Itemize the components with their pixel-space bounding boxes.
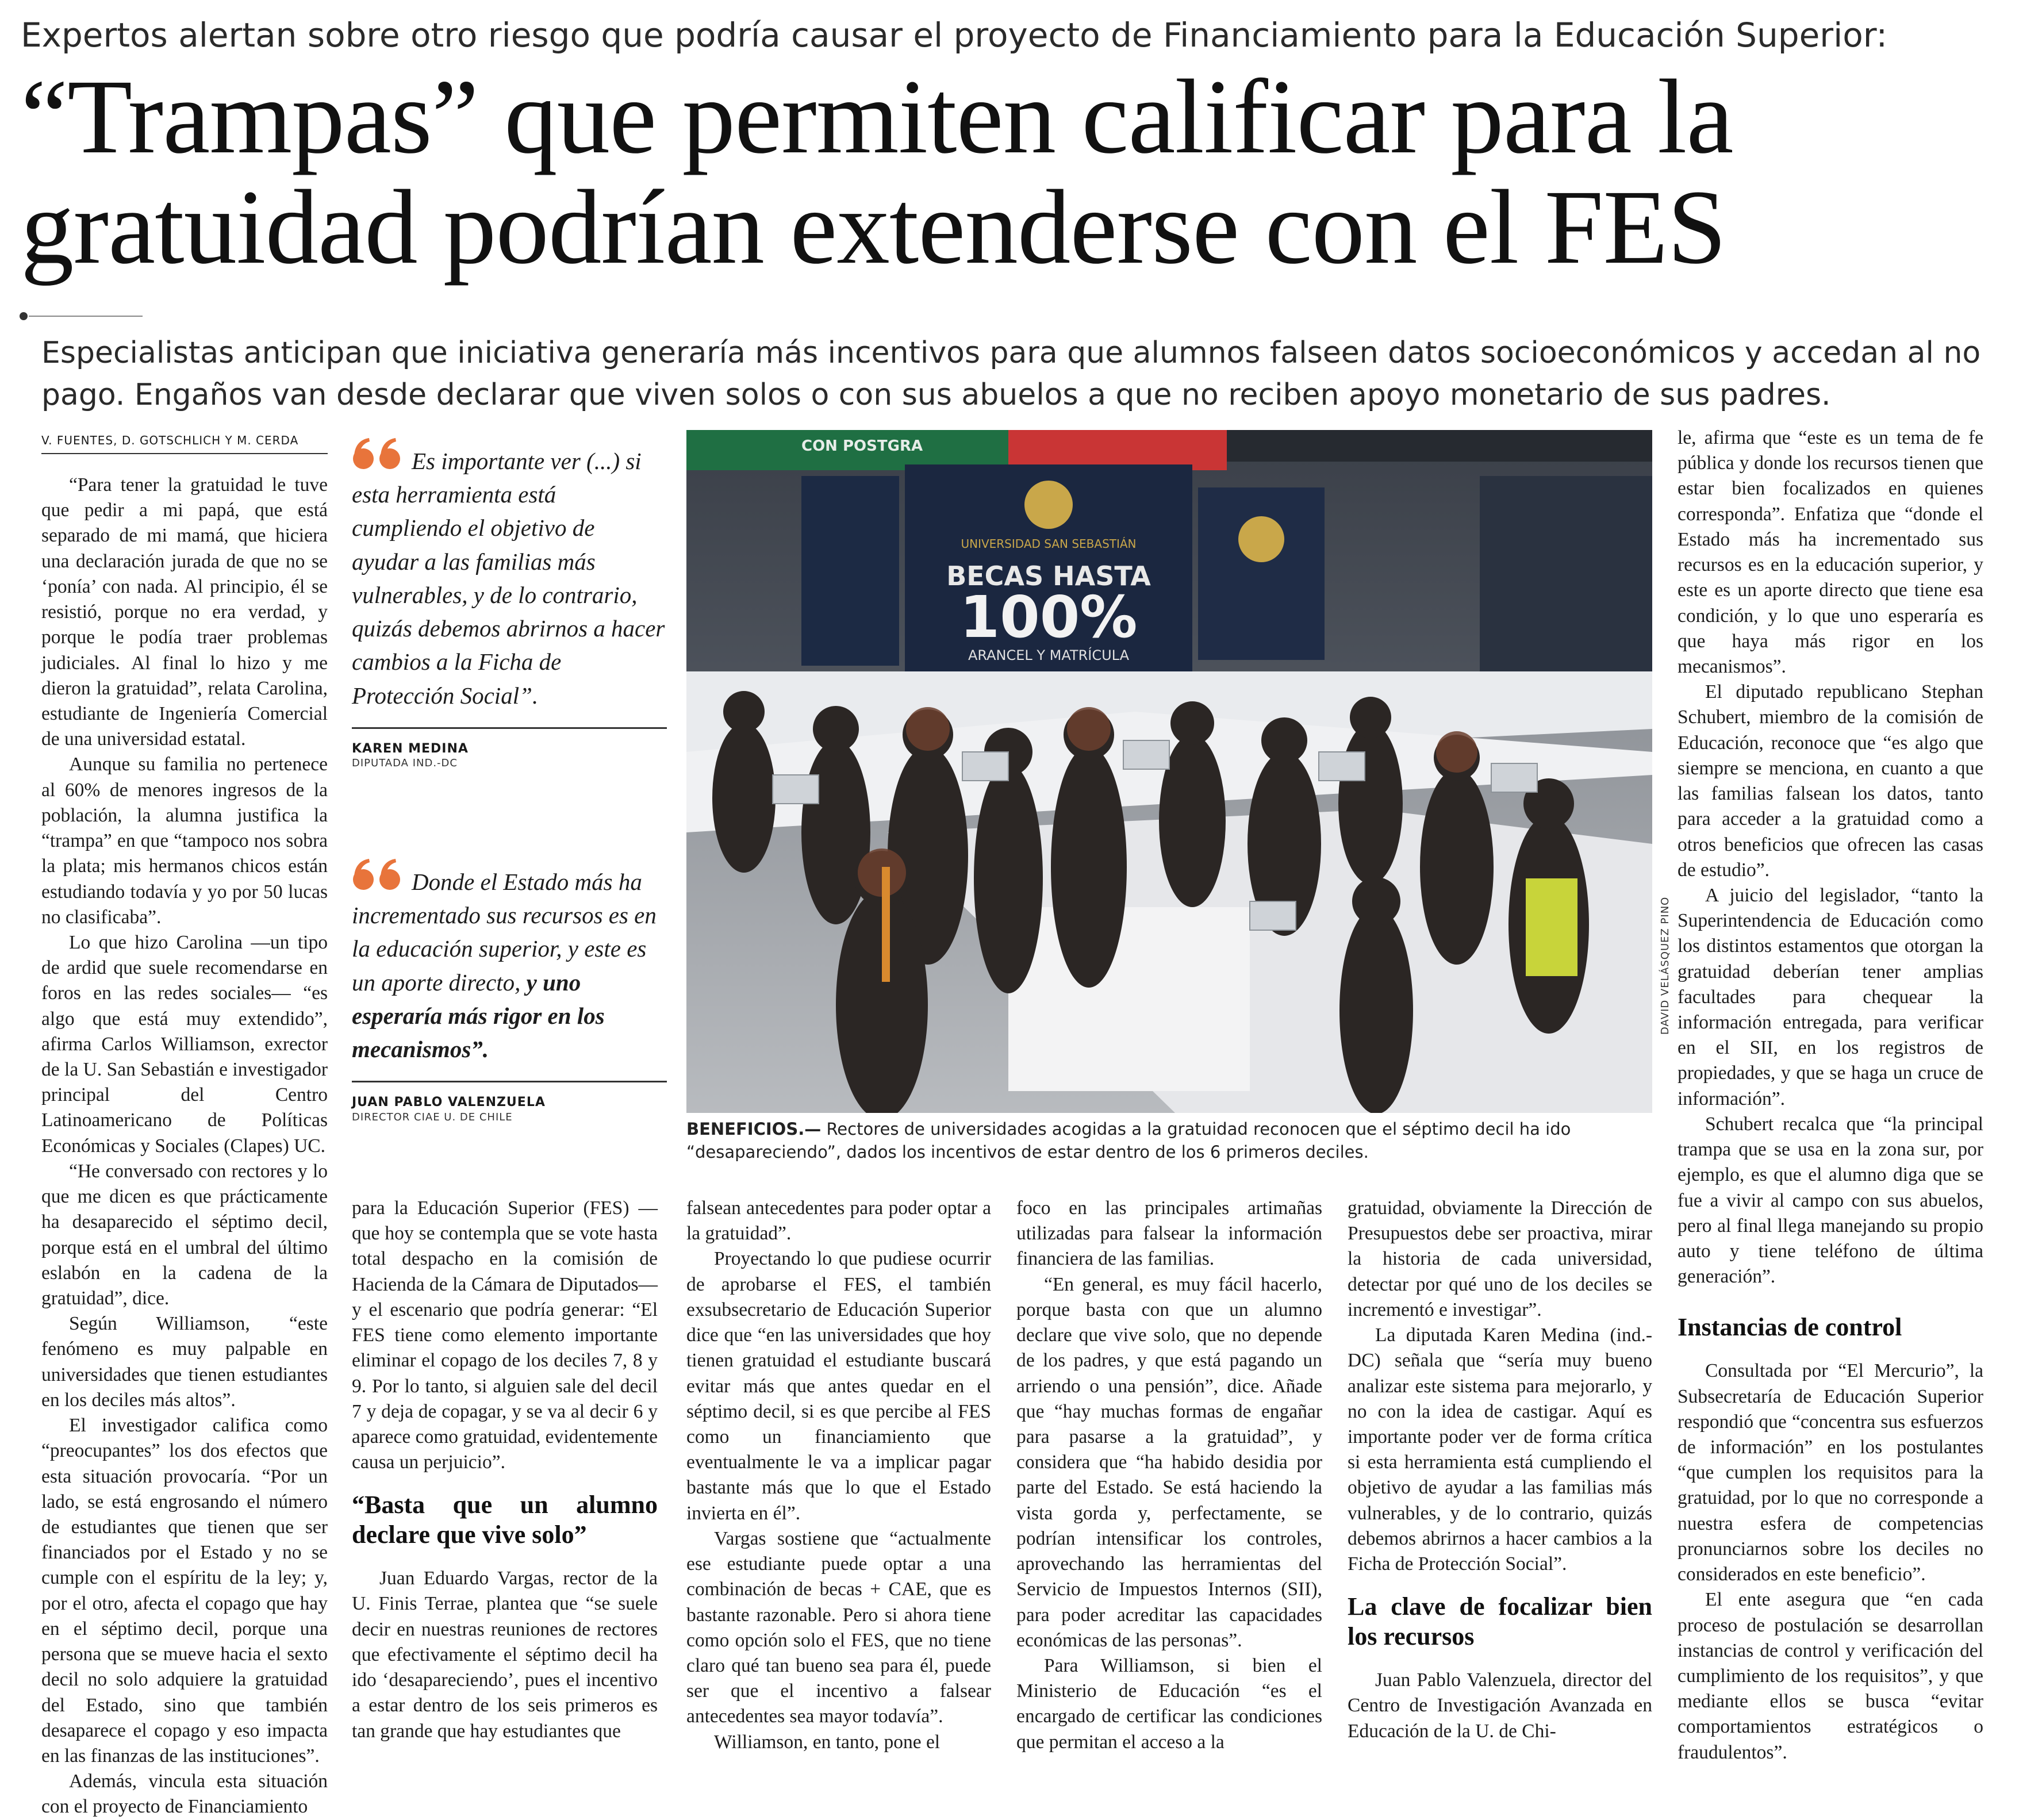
quote-role: DIPUTADA IND.-DC (352, 757, 458, 770)
paragraph: El diputado republicano Stephan Schubert, miembro de la comisión de Educación, reconoce que “es algo que siempre se menciona, en cuanto a que las familias falsean los datos, tanto para acceder a la gratuidad como a otros beneficios que ofrecen las casas de estudio”. (1678, 681, 1983, 881)
news-photo (686, 430, 1652, 1113)
paragraph: Vargas sostiene que “actualmente ese estudiante puede optar a una combinación de becas + CAE, que es bastante razonable. Pero si ahora tiene como opción solo el FES, que no tiene claro qué tan bueno sea para él, puede ser que el incentivo a falsear antecedentes sea mayor todavía”. (686, 1527, 991, 1727)
svg-text:BECAS HASTA: BECAS HASTA (946, 560, 1151, 592)
photo-illustration (686, 430, 1652, 1113)
quote-text: Es importante ver (...) si esta herramienta está cumpliendo el objetivo de ayudar a las familias más vulnerables, y de lo contrario, quizás debemos abrirnos a hacer cambios a la Ficha de Protección Social”. (352, 437, 667, 712)
paragraph: Williamson, en tanto, pone el (714, 1731, 941, 1753)
paragraph: Además, vincula esta situación con el proyecto de Financiamiento (41, 1771, 328, 1818)
paragraph: Según Williamson, “este fenómeno es muy palpable en universidades que tienen estudiantes en los deciles más altos”. (41, 1313, 328, 1411)
rule-dot (20, 312, 28, 320)
headline: “Trampas” que permiten calificar para la gratuidad podrían extenderse con el FES (21, 58, 1733, 287)
paragraph: A juicio del legislador, “tanto la Superintendencia de Educación como los distintos estamentos que otorgan la gratuidad deberían tener amplias facultades para chequear la información entregada, para verificar en el SII, en los registros de propiedades, y que se haga un cruce de información”. (1678, 884, 1983, 1109)
paragraph: falsean antecedentes para poder optar a la gratuidad”. (686, 1197, 991, 1245)
pull-quote-2 (352, 858, 667, 1124)
svg-text:100%: 100% (959, 583, 1138, 651)
paragraph: Lo que hizo Carolina —un tipo de ardid que suele recomendarse en foros en las redes sociales— “es algo que está muy extendido”, afirma Carlos Williamson, exrector de la U. San Sebastián e investigador principal del Centro Latinoamericano de Políticas Económicas y Sociales (Clapes) UC. (41, 931, 328, 1157)
quote-rule (352, 1081, 667, 1082)
column-3 (686, 1196, 991, 1755)
paragraph: Schubert recalca que “la principal trampa que se usa en la zona sur, por ejemplo, es que el alumno diga que se fue a vivir al campo con sus abuelos, pero al final llega manejando su propio auto y tiene teléfono de última generación”. (1678, 1113, 1983, 1288)
paragraph: “En general, es muy fácil hacerlo, porque basta con que un alumno declare que vive solo, que no depende de los padres, y que está pagando un arriendo o una pensión”, dice. Añade que “hay muchas formas de engañar para pasarse a la gratuidad”, y considera que “ha habido desidia por parte del Estado. Se está haciendo la vista gorda y, perfectamente, se podrían intensificar los controles, aprovechando las herramientas del Servicio de Impuestos Internos (SII), para poder acreditar las capacidades económicas de las personas”. (1016, 1273, 1322, 1651)
paragraph: Para Williamson, si bien el Ministerio de Educación “es el encargado de certificar las condiciones que permitan el acceso a la (1016, 1654, 1322, 1753)
paragraph: El ente asegura que “en cada proceso de postulación se desarrollan instancias de control y verificación del cumplimiento de los requisitos”, y que mediante ellos se busca “evitar comportamientos estratégicos o fraudulentos”. (1678, 1589, 1983, 1763)
quote-text: Donde el Estado más ha incrementado sus recursos es en la educación superior, y este es un aporte directo, y uno esperaría más rigor en los mecanismos”. (352, 858, 667, 1066)
column-6 (1678, 425, 1983, 1765)
paragraph: para la Educación Superior (FES) —que hoy se contempla que se vote hasta total despacho en la comisión de Hacienda de la Cámara de Diputados— y el escenario que podría generar: “El FES tiene como elemento importante eliminar el copago de los deciles 7, 8 y 9. Por lo tanto, si alguien sale del decil 7 y deja de copagar, y se va al decir 6 y aparece como gratuidad, evidentemente causa un perjuicio”. (352, 1197, 658, 1473)
paragraph: “Para tener la gratuidad le tuve que pedir a mi papá, que está separado de mi mamá, que hiciera una declaración jurada de que no se ‘ponía’ con nada. Al principio, él se resistió, porque no era verdad, y porque le podía traer problemas judiciales. Al final lo hizo y me dieron la gratuidad”, relata Carolina, estudiante de Ingeniería Comercial de una universidad estatal. (41, 474, 328, 750)
paragraph: Aunque su familia no pertenece al 60% de menores ingresos de la población, la alumna justifica la “trampa” en que “tampoco nos sobra la plata; mis hermanos chicos están estudiando todavía y yo por 50 lucas no clasificaba”. (41, 754, 328, 928)
byline: V. FUENTES, D. GOTSCHLICH Y M. CERDA (41, 433, 328, 454)
quote-mark-icon (352, 858, 407, 892)
pull-quote-1 (352, 437, 667, 770)
paragraph: Juan Eduardo Vargas, rector de la U. Finis Terrae, plantea que “se suele decir en nuestras reuniones de rectores que efectivamente el séptimo decil ha ido ‘desapareciendo’, pues el incentivo a estar dentro de los seis primeros es tan grande que hay estudiantes que (352, 1568, 658, 1742)
svg-text:UNIVERSIDAD SAN SEBASTIÁN: UNIVERSIDAD SAN SEBASTIÁN (961, 537, 1137, 551)
quote-role: DIRECTOR CIAE U. DE CHILE (352, 1111, 513, 1123)
paragraph: Consultada por “El Mercurio”, la Subsecretaría de Educación Superior respondió que “concentra sus esfuerzos de información” en los postulantes “que cumplen los requisitos para la gratuidad, por lo que no corresponde a nuestra esfera de competencias pronunciarnos sobre los deciles no considerados en este beneficio”. (1678, 1360, 1983, 1585)
svg-text:CON POSTGRA: CON POSTGRA (801, 437, 923, 455)
paragraph: El investigador califica como “preocupantes” los dos efectos que esta situación provocaría. “Por un lado, se está engrosando el número de estudiantes que tienen que ser financiados por el Estado y no se cumple con el espíritu de la ley; y, por el otro, afecta el copago que hay en el séptimo decil, porque una persona que se mueve hacia el sexto decil no solo adquiere la gratuidad del Estado, sino que también desaparece el copago y eso impacta en las finanzas de las instituciones”. (41, 1415, 328, 1767)
paragraph: foco en las principales artimañas utilizadas para falsear la información financiera de las familias. (1016, 1197, 1322, 1270)
deck: Especialistas anticipan que iniciativa generaría más incentivos para que alumnos falseen datos socioeconómicos y accedan al no pago. Engaños van desde declarar que viven solos o con sus abuelos a que no reciben apoyo monetario de sus padres. (41, 336, 1981, 412)
paragraph: Proyectando lo que pudiese ocurrir de aprobarse el FES, el también exsubsecretario de Educación Superior dice que “en las universidades que hoy tienen gratuidad el estudiante buscará evitar más que antes quedar en el séptimo decil, si es que percibe al FES como un financiamiento que eventualmente le va a implicar pagar bastante más que lo que el Estado invierta en él”. (686, 1248, 991, 1524)
quote-author: KAREN MEDINA (352, 741, 469, 756)
paragraph: le, afirma que “este es un tema de fe pública y donde los recursos tienen que estar bien focalizados en quienes corresponda”. Enfatiza que “donde el Estado más ha incrementado sus recursos es en la educación superior, y este es un aporte directo que tiene esa condición, y lo que uno esperaría es que haya más rigor en los mecanismos”. (1678, 427, 1983, 677)
kicker: Expertos alertan sobre otro riesgo que podría causar el proyecto de Financiamiento para la Educación Superior: (21, 16, 1888, 55)
column-1 (41, 473, 328, 1820)
column-4 (1016, 1196, 1322, 1755)
caption-label: BENEFICIOS.— (686, 1119, 822, 1139)
paragraph: Juan Pablo Valenzuela, director del Centro de Investigación Avanzada en Educación de la U. de Chi- (1348, 1669, 1652, 1742)
paragraph: gratuidad, obviamente la Dirección de Presupuestos debe ser proactiva, mirar la historia de cada universidad, detectar por qué uno de los deciles se incrementó e investigar”. (1348, 1197, 1652, 1320)
column-2 (352, 1196, 658, 1744)
quote-mark-icon (352, 437, 407, 471)
paragraph: La diputada Karen Medina (ind.-DC) señala que “sería muy bueno analizar este sistema para mejorarlo, y no con la idea de castigar. Aquí es importante poder ver de forma crítica si esta herramienta está cumpliendo el objetivo de ayudar a las familias más vulnerables, y de lo contrario, quizás debemos abrirnos a hacer cambios a la Ficha de Protección Social”. (1348, 1324, 1652, 1575)
subheading: La clave de focalizar bien los recursos (1348, 1592, 1652, 1651)
subheading: Instancias de control (1678, 1313, 1902, 1342)
paragraph: “He conversado con rectores y lo que me dicen es que prácticamente ha desaparecido el séptimo decil, porque está en el umbral del último eslabón en la cadena de la gratuidad”, dice. (41, 1160, 328, 1309)
photo-credit: DAVID VELÁSQUEZ PINO (1659, 896, 1671, 1035)
svg-text:ARANCEL Y MATRÍCULA: ARANCEL Y MATRÍCULA (968, 647, 1130, 663)
quote-rule (352, 727, 667, 729)
subheading: “Basta que un alumno declare que vive solo” (352, 1491, 658, 1549)
column-5 (1348, 1196, 1652, 1744)
divider (29, 316, 143, 317)
photo-caption (686, 1118, 1652, 1164)
caption-text: Rectores de universidades acogidas a la gratuidad reconocen que el séptimo decil ha ido “desapareciendo”, dados los incentivos de estar dentro de los 6 primeros deciles. (686, 1119, 1571, 1162)
quote-author: JUAN PABLO VALENZUELA (352, 1095, 546, 1110)
